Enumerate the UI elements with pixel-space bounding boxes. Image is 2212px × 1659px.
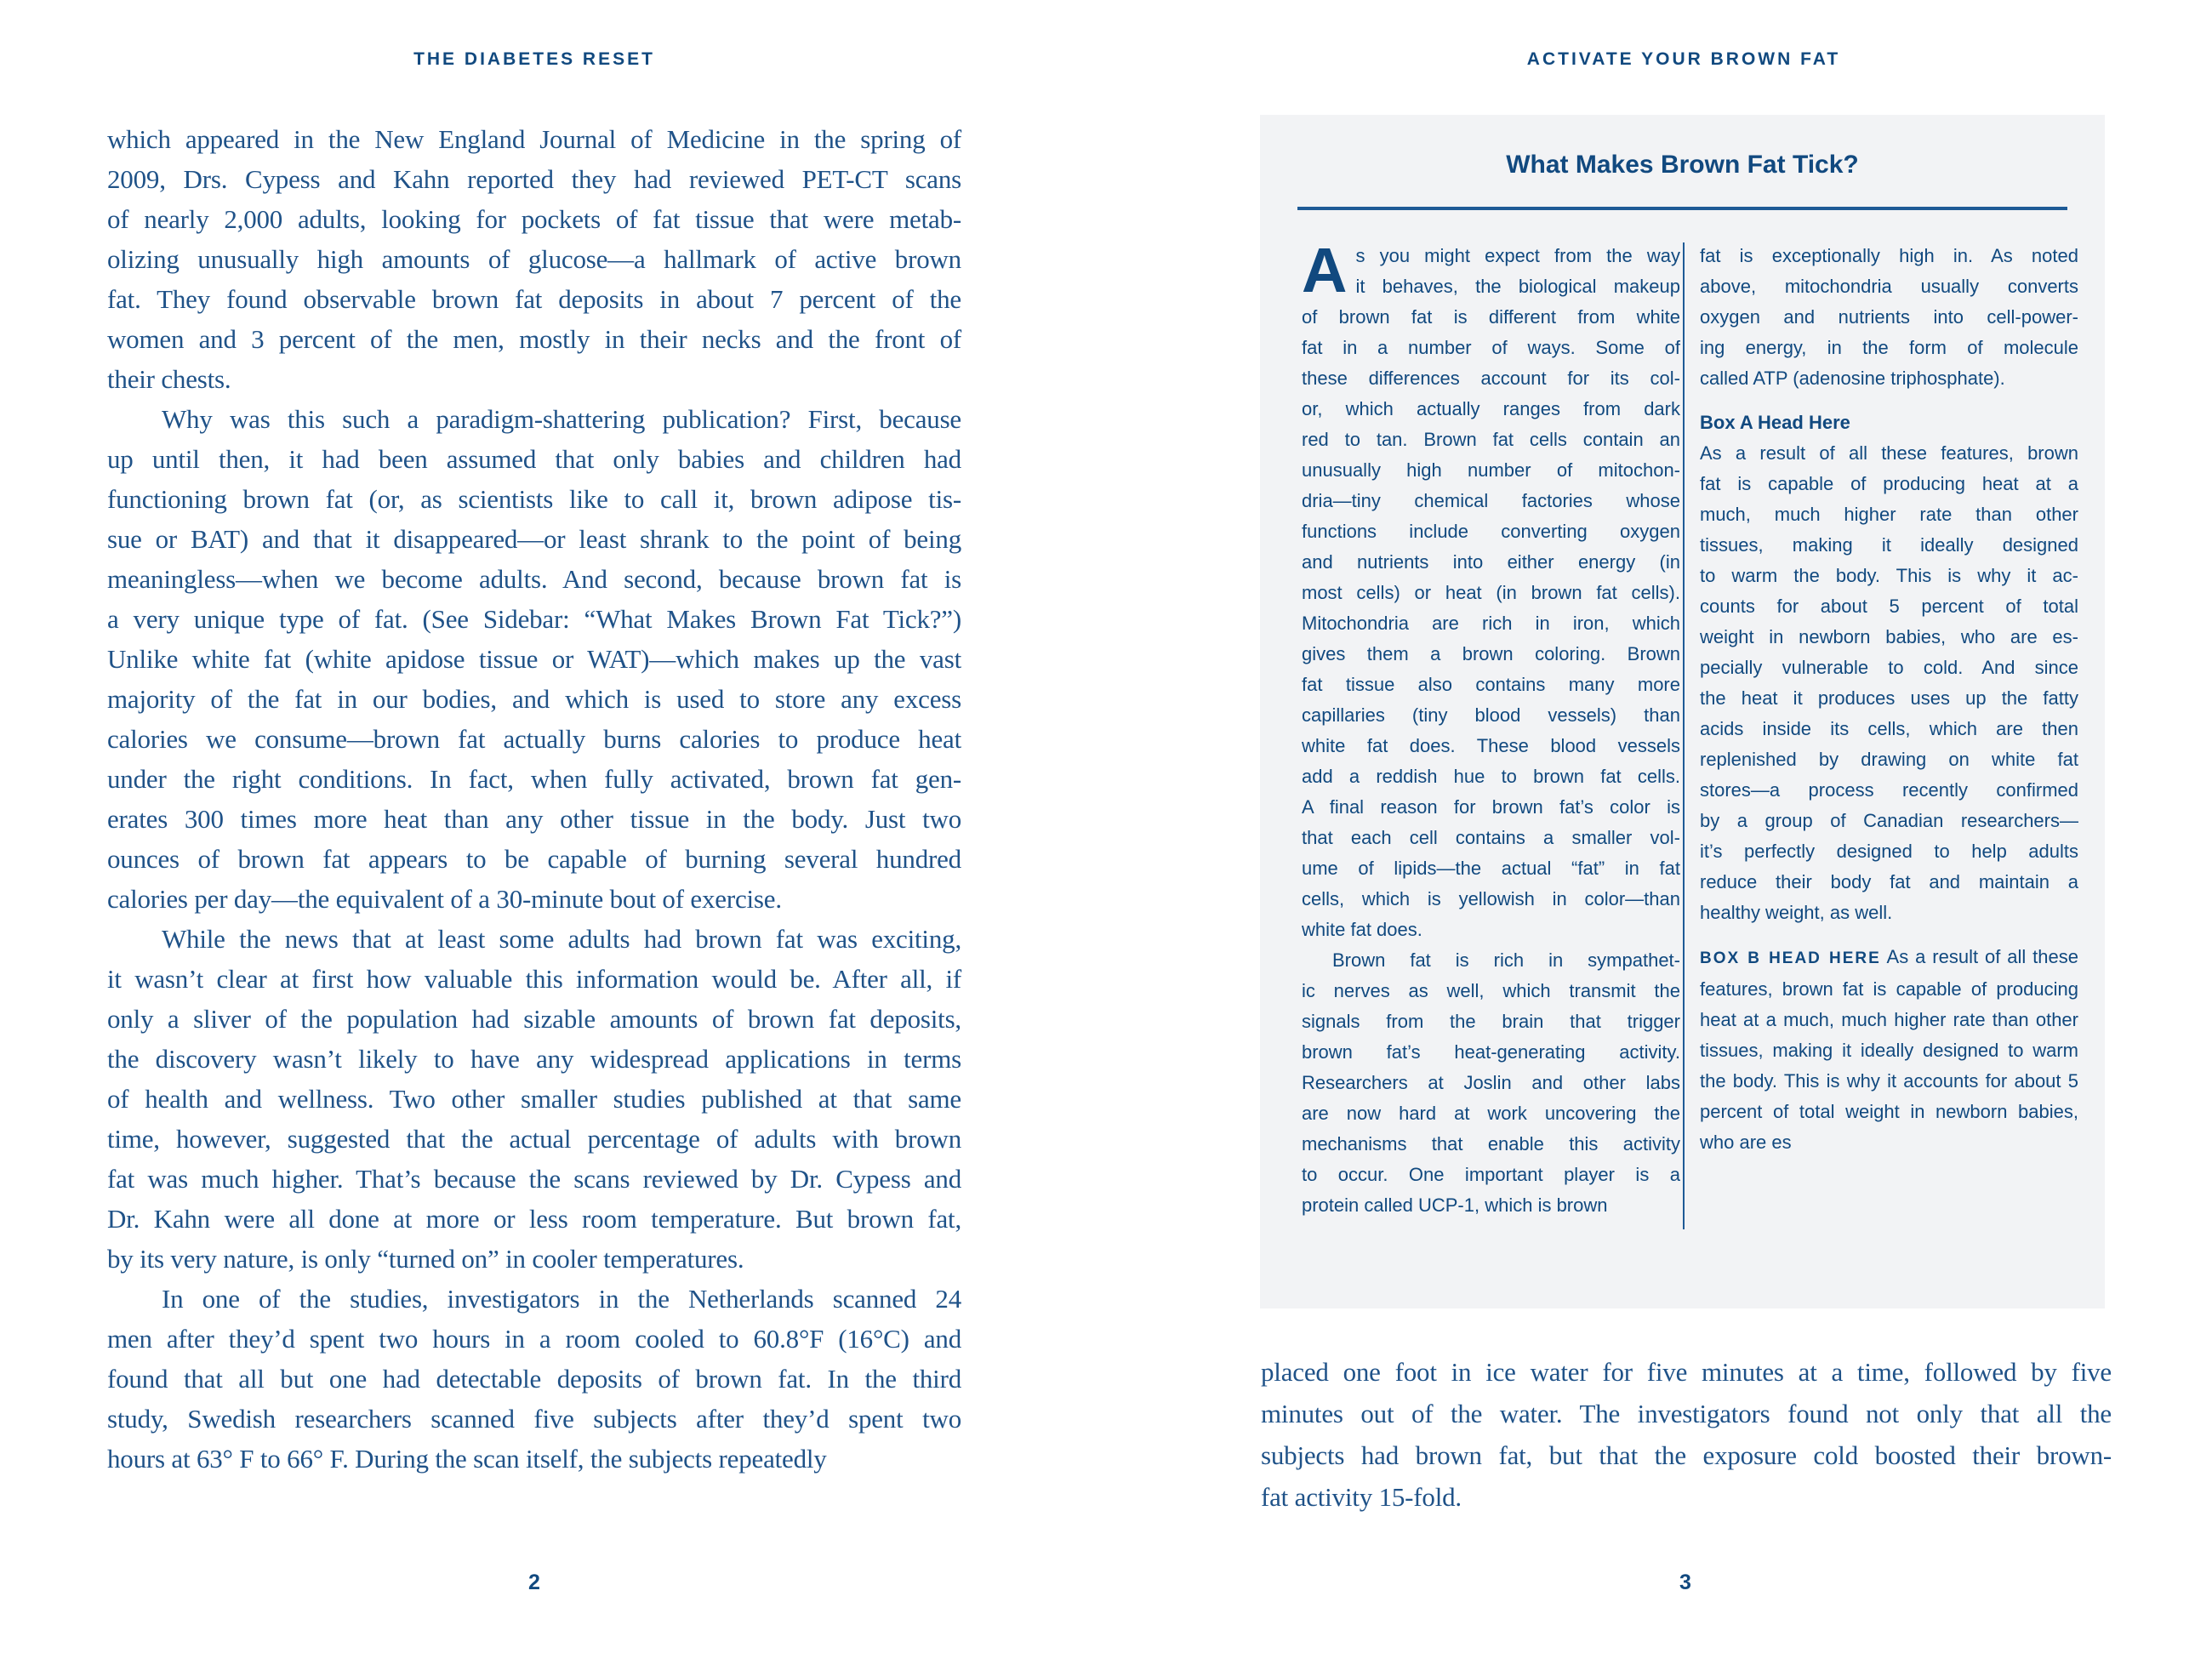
page-number-left: 2 bbox=[528, 1571, 540, 1594]
paragraph: which appeared in the New England Journal of Medicine in the spring of 2009, Drs. Cypess and Kahn reported they had reviewed PET-CT scans of nearly 2,000 adults, looking for pockets of fat tissue that were metab- olizing unusually high amounts of glucose—a hallmark of active brown fat. They found observable brown fat deposits in about 7 percent of the women and 3 percent of the men, mostly in their necks and the front of their chests. bbox=[107, 124, 961, 394]
right-body-text: placed one foot in ice water for five minutes at a time, followed by five minutes out of the water. The investigators found not only that all the subjects had brown fat, but that the exposure cold boosted their brown- fat activity 15-fold. bbox=[1261, 1357, 2112, 1512]
box-b-heading: BOX B HEAD HERE bbox=[1700, 949, 1881, 967]
sidebar-paragraph: fat is exceptionally high in. As noted above, mitochondria usually converts oxygen and nutrients into cell-power- ing energy, in the form of molecule called ATP (adenosine triphosphate). bbox=[1700, 245, 2078, 389]
running-head-left: THE DIABETES RESET bbox=[413, 49, 655, 69]
paragraph: In one of the studies, investigators in the Netherlands scanned 24 men after they’d spent two hours in a room cooled to 60.8°F (16°C) and found that all but one had detectable deposits of brown fat. In the third study, Swedish researchers scanned five subjects after they’d spent two hours at 63° F to 66° F. During the scan itself, the subjects repeatedly bbox=[107, 1284, 961, 1474]
sidebar-paragraph: Brown fat is rich in sympathet- ic nerves as well, which transmit the signals from the brain that trigger brown fat’s heat-generating activity. Researchers at Joslin and other labs are now hard at work uncovering the mechanisms that enable this activity to occur. One important player is a protein called UCP-1, which is brown bbox=[1302, 949, 1680, 1216]
left-body-text bbox=[107, 119, 961, 1479]
sidebar-paragraph bbox=[1700, 942, 2078, 1158]
paragraph: While the news that at least some adults had brown fat was exciting, it wasn’t clear at first how valuable this information would be. After all, if only a sliver of the population had sizable amounts of brown fat deposits, the discovery wasn’t likely to have any widespread applications in terms of health and wellness. Two other smaller studies published at that same time, however, suggested that the actual percentage of adults with brown fat was much higher. That’s because the scans reviewed by Dr. Cypess and Dr. Kahn were all done at more or less room temperature. But brown fat, by its very nature, is only “turned on” in cooler temperatures. bbox=[107, 924, 961, 1274]
sidebar-paragraph bbox=[1302, 235, 1680, 945]
running-head-right: ACTIVATE YOUR BROWN FAT bbox=[1526, 49, 1841, 69]
title-rule bbox=[1297, 207, 2067, 210]
sidebar-column-right bbox=[1700, 241, 2078, 1158]
sidebar-column-left bbox=[1302, 235, 1680, 1221]
box-a-heading: Box A Head Here bbox=[1700, 412, 1850, 433]
box-b-text: As a result of all these features, brown fat is capable of producing heat at a much, much higher rate than other tissues, making it ideally designed to warm the body. This is why it accounts for about 5 percent of total weight in newborn babies, who are es bbox=[1700, 946, 2079, 1153]
sidebar-paragraph: As a result of all these features, brown fat is capable of producing heat at a much, much higher rate than other tissues, making it ideally designed to warm the body. This is why it ac- counts for about 5 percent of total weight in newborn babies, who are es- pecially vulnerable to cold. And since the heat it produces uses up the fatty acids inside its cells, which are then replenished by drawing on white fat stores—a process recently confirmed by a group of Canadian researchers— it’s perfectly designed to help adults reduce their body fat and maintain a healthy weight, as well. bbox=[1700, 442, 2078, 923]
sidebar-paragraph-lines: s you might expect from the way it behaves, the biological makeup of brown fat is different from white fat in a number of ways. Some of these differences account for its col- or, which actually ranges from dark red to tan. Brown fat cells contain an unusually high number of mitochon- dria—tiny chemical factories whose functions include converting oxygen and nutrients into either energy (in most cells) or heat (in brown fat cells). Mitochondria are rich in iron, which gives them a brown coloring. Brown fat tissue also contains many more capillaries (tiny blood vessels) than white fat does. These blood vessels add a reddish hue to brown fat cells. A final reason for brown fat’s color is that each cell contains a smaller vol- ume of lipids—the actual “fat” in fat cells, which is yellowish in color—than white fat does. bbox=[1302, 245, 1680, 940]
sidebar-box bbox=[1260, 115, 2105, 1308]
drop-cap: A bbox=[1302, 235, 1348, 305]
sidebar-title: What Makes Brown Fat Tick? bbox=[1506, 151, 1859, 179]
page-number-right: 3 bbox=[1679, 1571, 1691, 1594]
column-divider bbox=[1683, 242, 1685, 1229]
paragraph: Why was this such a paradigm-shattering publication? First, because up until then, it had been assumed that only babies and children had functioning brown fat (or, as scientists like to call it, brown adipose tis- sue or BAT) and that it disappeared—or least shrank to the point of being meaningless—when we become adults. And second, because brown fat is a very unique type of fat. (See Sidebar: “What Makes Brown Fat Tick?”) Unlike white fat (white apidose tissue or WAT)—which makes up the vast majority of the fat in our bodies, and which is used to store any excess calories we consume—brown fat actually burns calories to produce heat under the right conditions. In fact, when fully activated, brown fat gen- erates 300 times more heat than any other tissue in the body. Just two ounces of brown fat appears to be capable of burning several hundred calories per day—the equivalent of a 30-minute bout of exercise. bbox=[107, 404, 961, 914]
